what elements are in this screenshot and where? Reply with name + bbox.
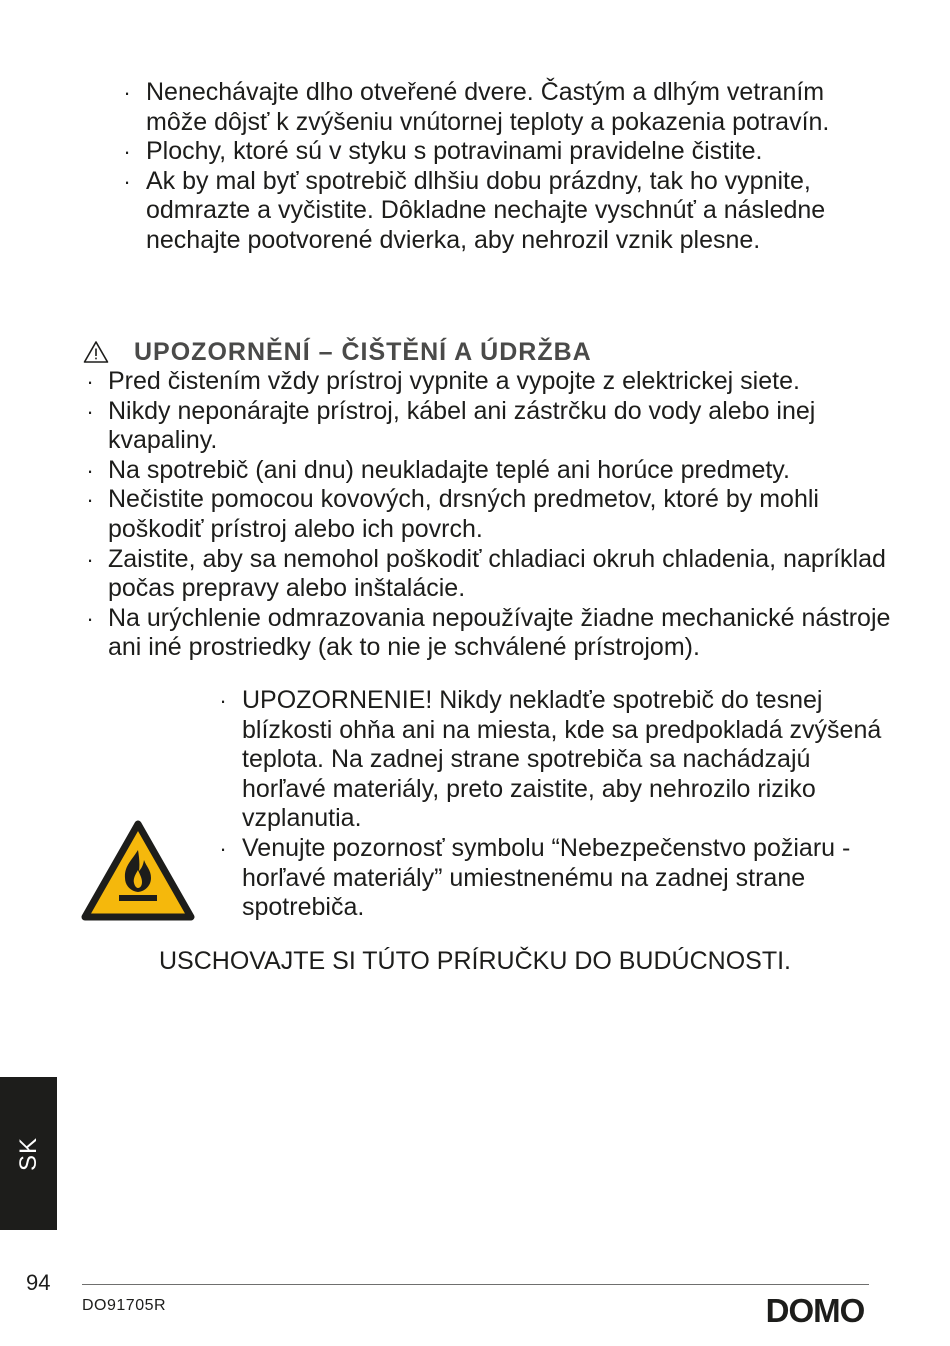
brand-wordmark: DOMO [765, 1292, 865, 1328]
model-code: DO91705R [82, 1297, 167, 1314]
section-title: UPOZORNĚNÍ – ČIŠTĚNÍ A ÚDRŽBA [134, 337, 592, 366]
keep-manual-notice: USCHOVAJTE SI TÚTO PRÍRUČKU DO BUDÚCNOSTI. [158, 947, 791, 975]
list-item-text: Nenechávajte dlho otveřené dvere. Častým a dlhým vetraním môže dôjsť k zvýšeniu vnútornej teploty a pokazenia potravín. [146, 78, 830, 136]
list-item [219, 686, 882, 834]
bullet-dot: · [123, 168, 131, 194]
list-item-text: Plochy, ktoré sú v styku s potravinami pravidelne čistite. [146, 137, 763, 166]
list-item-text: UPOZORNENIE! Nikdy nekladťe spotrebič do tesnej blízkosti ohňa ani na miesta, kde sa predpokladá zvýšená teplota. Na zadnej strane spotrebiča sa nachádzajú horľavé materiály, preto zaistite, aby nehrozilo riziko vzplanutia. [242, 686, 882, 833]
bullet-dot: · [123, 80, 131, 105]
list-item [86, 455, 898, 486]
list-item [86, 367, 898, 397]
list-item [123, 78, 886, 137]
list-item-text: Na spotrebič (ani dnu) neukladajte teplé ani horúce predmety. [108, 455, 790, 484]
flammable-material-warning-icon [81, 820, 195, 921]
page-number: 94 [26, 1270, 51, 1295]
list-item [86, 544, 898, 604]
footer-divider [82, 1284, 869, 1285]
list-item [123, 166, 886, 256]
list-item [86, 485, 898, 544]
list-item-text: Ak by mal byť spotrebič dlhšiu dobu prázdny, tak ho vypnite, odmrazte a vyčistite. Dôkladne nechajte vyschnúť a následne nechajte pootvorené dvierka, aby nehrozil vznik plesne. [146, 166, 826, 254]
list-item-text: Pred čistením vždy prístroj vypnite a vypojte z elektrickej siete. [108, 367, 800, 395]
list-item [86, 603, 898, 663]
list-item-text: Nikdy neponárajte prístroj, kábel ani zástrčku do vody alebo inej kvapaliny. [108, 396, 816, 455]
brand-logo [760, 1292, 870, 1328]
language-tab [0, 1077, 57, 1230]
cleaning-warnings-list [86, 367, 898, 663]
list-item [86, 396, 898, 456]
bullet-dot: · [86, 546, 94, 572]
list-item-text: Nečistite pomocou kovových, drsných predmetov, ktoré by mohli poškodiť prístroj alebo ich povrch. [108, 485, 819, 543]
bullet-dot: · [86, 487, 94, 513]
bullet-dot: · [219, 835, 227, 861]
fire-warning-list [219, 686, 882, 923]
list-item-text: Venujte pozornosť symbolu “Nebezpečenstvo požiaru - horľavé materiály” umiestnenému na zadnej strane spotrebiča. [242, 833, 851, 922]
bullet-dot: · [86, 457, 94, 483]
bullet-dot: · [86, 398, 94, 424]
section-heading [83, 336, 883, 368]
bullet-dot: · [86, 369, 94, 394]
bullet-dot: · [123, 139, 131, 165]
maintenance-tips-list [123, 78, 886, 256]
list-item-text: Zaistite, aby sa nemohol poškodiť chladiaci okruh chladenia, napríklad počas prepravy alebo inštalácie. [108, 544, 886, 603]
list-item [123, 137, 886, 167]
list-item-text: Na urýchlenie odmrazovania nepoužívajte žiadne mechanické nástroje ani iné prostriedky (ak to nie je schválené prístrojom). [108, 603, 891, 662]
bullet-dot: · [219, 688, 227, 713]
bullet-dot: · [86, 605, 94, 631]
warning-triangle-icon [83, 340, 109, 364]
list-item [219, 833, 882, 923]
language-label: SK [14, 1136, 42, 1171]
